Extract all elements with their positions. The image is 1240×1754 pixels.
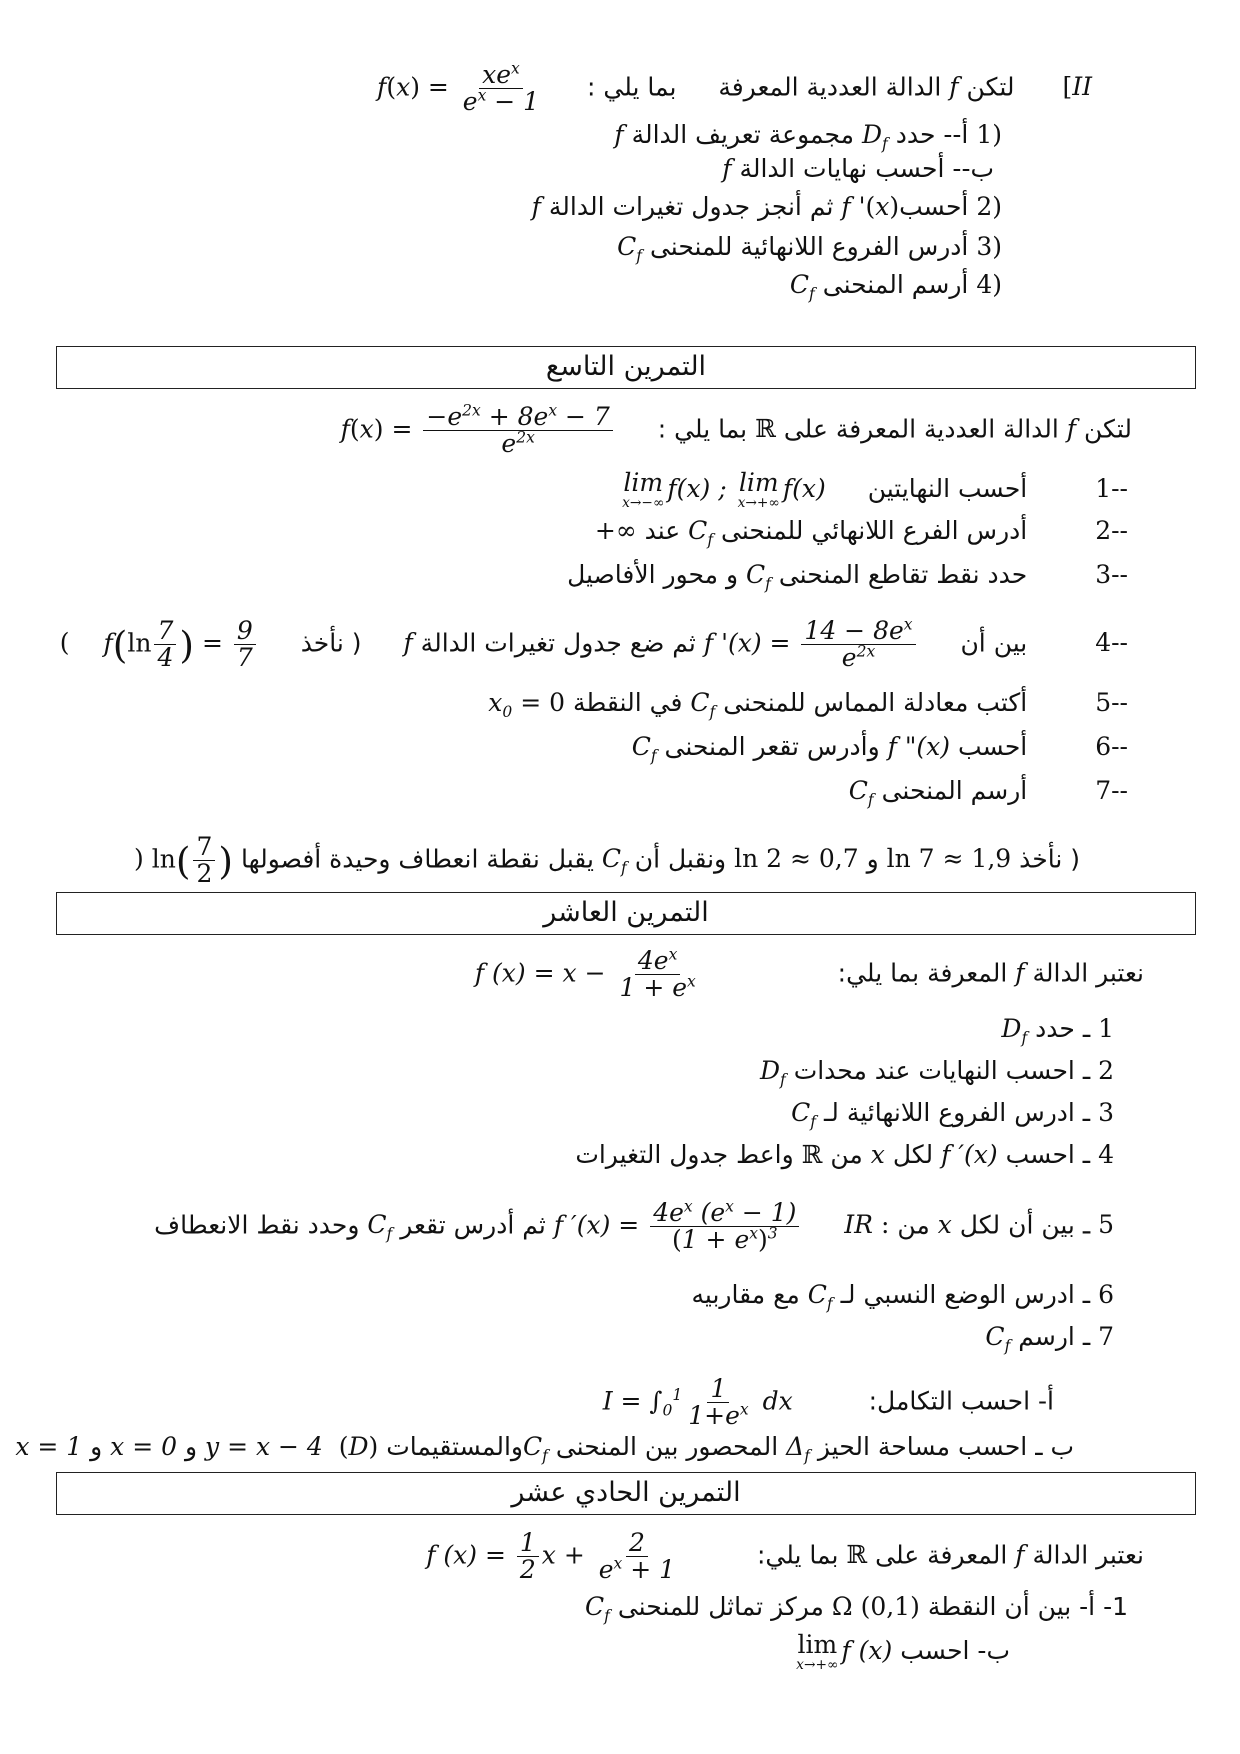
ex11-item-1a: 1- أ- بين أن النقطة Ω (0,1) مركز تماثل للمنحنى $C_f$ — [585, 1592, 1128, 1625]
part2-item-4: 4) أرسم المنحنى $C_f$ — [789, 270, 1002, 303]
ex10-item-b: ب ـ احسب مساحة الحيز $\Delta_f$ المحصور بين المنحنى $C_fوالمستقيمات$ y = x − 4 (D) و x = 0 و x = 1 — [15, 1432, 1074, 1465]
part2-marker: [II — [1062, 72, 1092, 102]
ex11-title: التمرين الحادي عشر — [56, 1472, 1196, 1515]
ex9-item-6: 6-- أحسب f "(x) وأدرس تقعر المنحنى $C_f$ — [631, 732, 1128, 765]
ex10-title: التمرين العاشر — [56, 892, 1196, 935]
ex10-item-2: 2 ـ احسب النهايات عند محدات $D_f$ — [759, 1056, 1114, 1089]
ex9-item-4: 4-- بين أن f '(x) = $\frac{14 - 8e^x}{e^{2x}}$ ثم ضع جدول تغيرات الدالة f ( نأخذ f(ln $\frac{7}{4}$ ) = $\frac{9}{7}$ ( — [59, 615, 1128, 673]
part2-function: f(x) = $\frac{xe^x}{e^x - 1}$ — [377, 59, 540, 117]
ex10-item-1: 1 ـ حدد $D_f$ — [1001, 1014, 1114, 1047]
part2-item-1a: 1) أ-- حدد $D_f$ مجموعة تعريف الدالة f — [614, 120, 1002, 153]
ex11-item-1b: ب- احسب lim x→+∞ f (x) — [796, 1630, 1010, 1674]
intro-let: لتكن — [966, 72, 1015, 102]
ex9-item-3: 3-- حدد نقط تقاطع المنحنى $C_f$ و محور الأفاصيل — [567, 560, 1128, 593]
part2-item-1b: ب-- أحسب نهايات الدالة f — [722, 154, 994, 183]
limits: lim x→−∞ f(x) ; lim x→+∞ f(x) — [622, 468, 826, 512]
ex9-item-1: 1-- أحسب النهايتين lim x→−∞ f(x) ; lim x→+∞ f(x) — [0, 470, 1240, 511]
ex9-title: التمرين التاسع — [56, 346, 1196, 389]
ex11-intro: نعتبر الدالة f المعرفة على ℝ بما يلي: f (x) = $\frac{1}{2}$ x + $\frac{2}{e^x + 1}$ — [426, 1528, 1144, 1585]
ex9-function: f(x) = $\frac{-e^{2x} + 8e^x - 7}{e^{2x}}$ — [341, 404, 616, 458]
ex10-item-3: 3 ـ ادرس الفروع اللانهائية لـ $C_f$ — [791, 1098, 1114, 1131]
ex10-function: f (x) = x − $\frac{4e^x}{1 + e^x}$ — [474, 945, 696, 1003]
ex11-function: f (x) = $\frac{1}{2}$ x + $\frac{2}{e^x + 1}$ — [426, 1528, 676, 1585]
ex9-item-7: 7-- أرسم المنحنى $C_f$ — [848, 776, 1128, 809]
ex9-intro: لتكن f الدالة العددية المعرفة على ℝ بما يلي : f(x) = $\frac{-e^{2x} + 8e^x - 7}{e^{2x}}$ — [340, 401, 1132, 459]
ex9-item-5: 5-- أكتب معادلة المماس للمنحنى $C_f$ في النقطة $x_0 = 0$ — [488, 688, 1128, 721]
part2-intro-line: [II لتكن f الدالة العددية المعرفة بما يلي : f(x) = $\frac{xe^x}{e^x - 1}$ — [377, 59, 1092, 117]
ex9-note: ( نأخذ ln 7 ≈ 1,9 و ln 2 ≈ 0,7 ونقبل أن $C_f$ يقبل نقطة انعطاف وحيدة أفصولها ln( $\frac{7}{2}$ ) ) — [134, 832, 1080, 889]
ex10-item-a: أ- احسب التكامل: $I = \int_0^1$ $\frac{1}{1+e^x}$ dx — [602, 1374, 1054, 1431]
ex10-intro: نعتبر الدالة f المعرفة بما يلي: f (x) = x − $\frac{4e^x}{1 + e^x}$ — [474, 945, 1144, 1003]
ex10-item-7: 7 ـ ارسم $C_f$ — [985, 1322, 1114, 1355]
ex10-item-6: 6 ـ ادرس الوضع النسبي لـ $C_f$ مع مقاربيه — [691, 1280, 1114, 1313]
part2-item-2: 2) أحسبf '(x) ثم أنجز جدول تغيرات الدالة f — [531, 192, 1002, 221]
ex10-item-4: 4 ـ احسب f ′(x) لكل x من ℝ واعط جدول التغيرات — [575, 1140, 1114, 1169]
ex10-item-5: 5 ـ بين أن لكل x من IR : f ′(x) = $\frac{4e^x (e^x - 1)}{(1 + e^x)^3}$ ثم أدرس تقعر $C_f$ وحدد نقط الانعطاف — [154, 1197, 1114, 1255]
integral: $I = \int_0^1$ $\frac{1}{1+e^x}$ dx — [602, 1374, 793, 1431]
ex9-item-2: 2-- أدرس الفرع اللانهائي للمنحنى $C_f$ عند +∞ — [594, 516, 1128, 549]
part2-item-3: 3) أدرس الفروع اللانهائية للمنحنى $C_f$ — [617, 232, 1002, 265]
